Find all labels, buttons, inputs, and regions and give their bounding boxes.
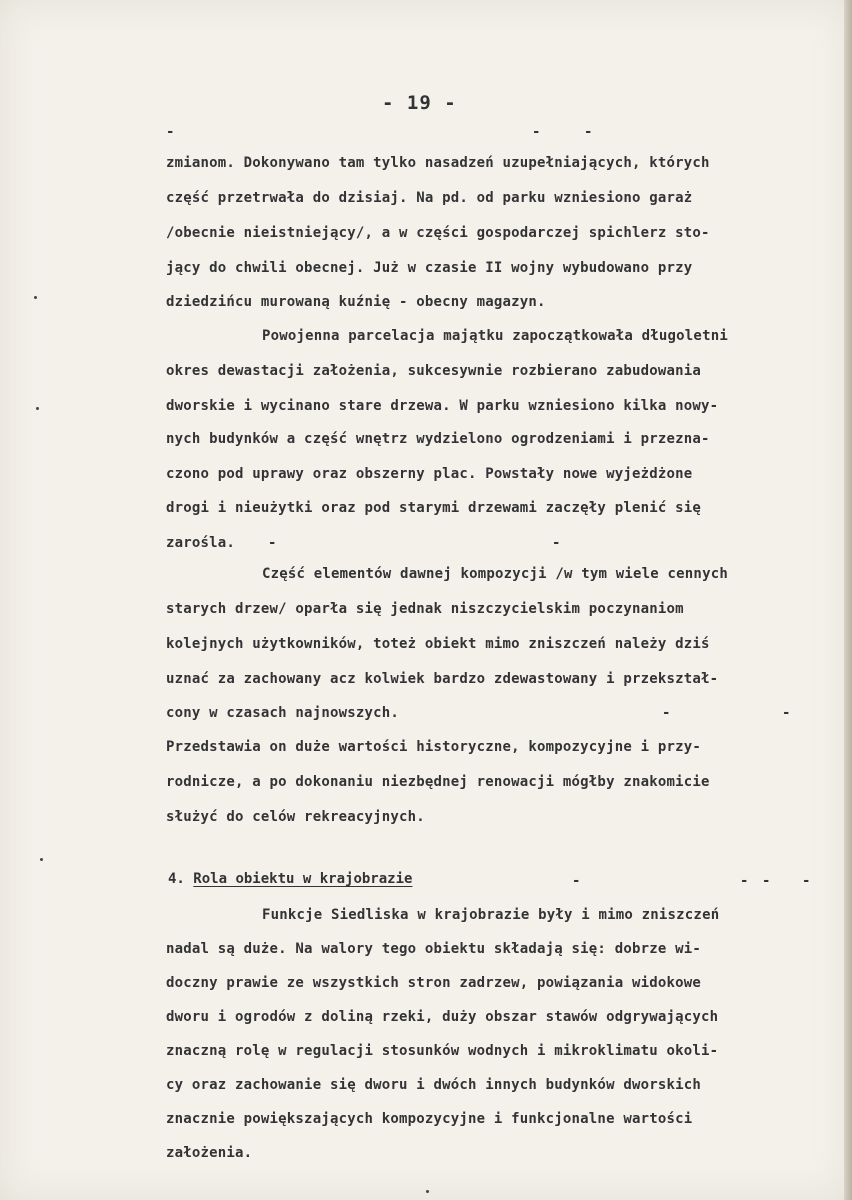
text-line: Powojenna parcelacja majątku zapoczątkowała długoletni bbox=[262, 328, 728, 344]
section-title: Rola obiektu w krajobrazie bbox=[193, 871, 413, 887]
text-line: czono pod uprawy oraz obszerny plac. Powstały nowe wyjeżdżone bbox=[166, 466, 693, 482]
text-line: /obecnie nieistniejący/, a w części gospodarczej spichlerz sto- bbox=[166, 225, 710, 241]
text-line: okres dewastacji założenia, sukcesywnie rozbierano zabudowania bbox=[166, 363, 701, 379]
stray-dash: - bbox=[782, 705, 791, 721]
text-line: znacznie powiększających kompozycyjne i funkcjonalne wartości bbox=[166, 1111, 693, 1127]
text-line: nadal są duże. Na walory tego obiektu składają się: dobrze wi- bbox=[166, 941, 701, 957]
margin-speck bbox=[426, 1190, 429, 1193]
text-line: służyć do celów rekreacyjnych. bbox=[166, 809, 425, 825]
text-line: dworskie i wycinano stare drzewa. W parku wzniesiono kilka nowy- bbox=[166, 398, 719, 414]
text-line: drogi i nieużytki oraz pod starymi drzewami zaczęły plenić się bbox=[166, 500, 701, 516]
section-number: 4. bbox=[168, 871, 185, 887]
text-line: kolejnych użytkowników, toteż obiekt mimo zniszczeń należy dziś bbox=[166, 636, 710, 652]
stray-dash: - bbox=[802, 873, 811, 889]
text-line: jący do chwili obecnej. Już w czasie II wojny wybudowano przy bbox=[166, 260, 693, 276]
text-line: Przedstawia on duże wartości historyczne, kompozycyjne i przy- bbox=[166, 739, 701, 755]
text-line: zmianom. Dokonywano tam tylko nasadzeń uzupełniających, których bbox=[166, 155, 710, 171]
text-line: zarośla. bbox=[166, 535, 236, 551]
text-line: Część elementów dawnej kompozycji /w tym wiele cennych bbox=[262, 566, 728, 582]
text-line: uznać za zachowany acz kolwiek bardzo zdewastowany i przekształ- bbox=[166, 671, 719, 687]
stray-dash: - bbox=[740, 873, 749, 889]
text-line: rodnicze, a po dokonaniu niezbędnej renowacji mógłby znakomicie bbox=[166, 774, 710, 790]
text-line: doczny prawie ze wszystkich stron zadrzew, powiązania widokowe bbox=[166, 975, 701, 991]
text-line: dworu i ogrodów z doliną rzeki, duży obszar stawów odgrywających bbox=[166, 1009, 719, 1025]
text-line: cy oraz zachowanie się dworu i dwóch innych budynków dworskich bbox=[166, 1077, 701, 1093]
page-edge bbox=[844, 0, 852, 1200]
page-number: - 19 - bbox=[382, 92, 457, 114]
text-line: Funkcje Siedliska w krajobrazie były i mimo zniszczeń bbox=[262, 907, 720, 923]
text-line: znaczną rolę w regulacji stosunków wodnych i mikroklimatu okoli- bbox=[166, 1043, 719, 1059]
text-line: część przetrwała do dzisiaj. Na pd. od parku wzniesiono garaż bbox=[166, 190, 693, 206]
stray-dash: - bbox=[662, 705, 671, 721]
margin-speck bbox=[40, 858, 43, 861]
section-heading bbox=[168, 871, 412, 887]
stray-dash: - bbox=[552, 535, 561, 551]
text-line: cony w czasach najnowszych. bbox=[166, 705, 399, 721]
margin-speck bbox=[36, 407, 39, 410]
text-line: starych drzew/ oparła się jednak niszczycielskim poczynaniom bbox=[166, 601, 684, 617]
stray-dash: - bbox=[268, 535, 277, 551]
stray-dash: - bbox=[572, 873, 581, 889]
stray-dash: - bbox=[584, 124, 593, 140]
stray-dash: - bbox=[532, 124, 541, 140]
text-line: dziedzińcu murowaną kuźnię - obecny magazyn. bbox=[166, 294, 546, 310]
stray-dash: - bbox=[166, 124, 175, 140]
text-line: założenia. bbox=[166, 1145, 253, 1161]
stray-dash: - bbox=[762, 873, 771, 889]
margin-speck bbox=[34, 296, 37, 299]
text-line: nych budynków a część wnętrz wydzielono ogrodzeniami i przezna- bbox=[166, 431, 710, 447]
